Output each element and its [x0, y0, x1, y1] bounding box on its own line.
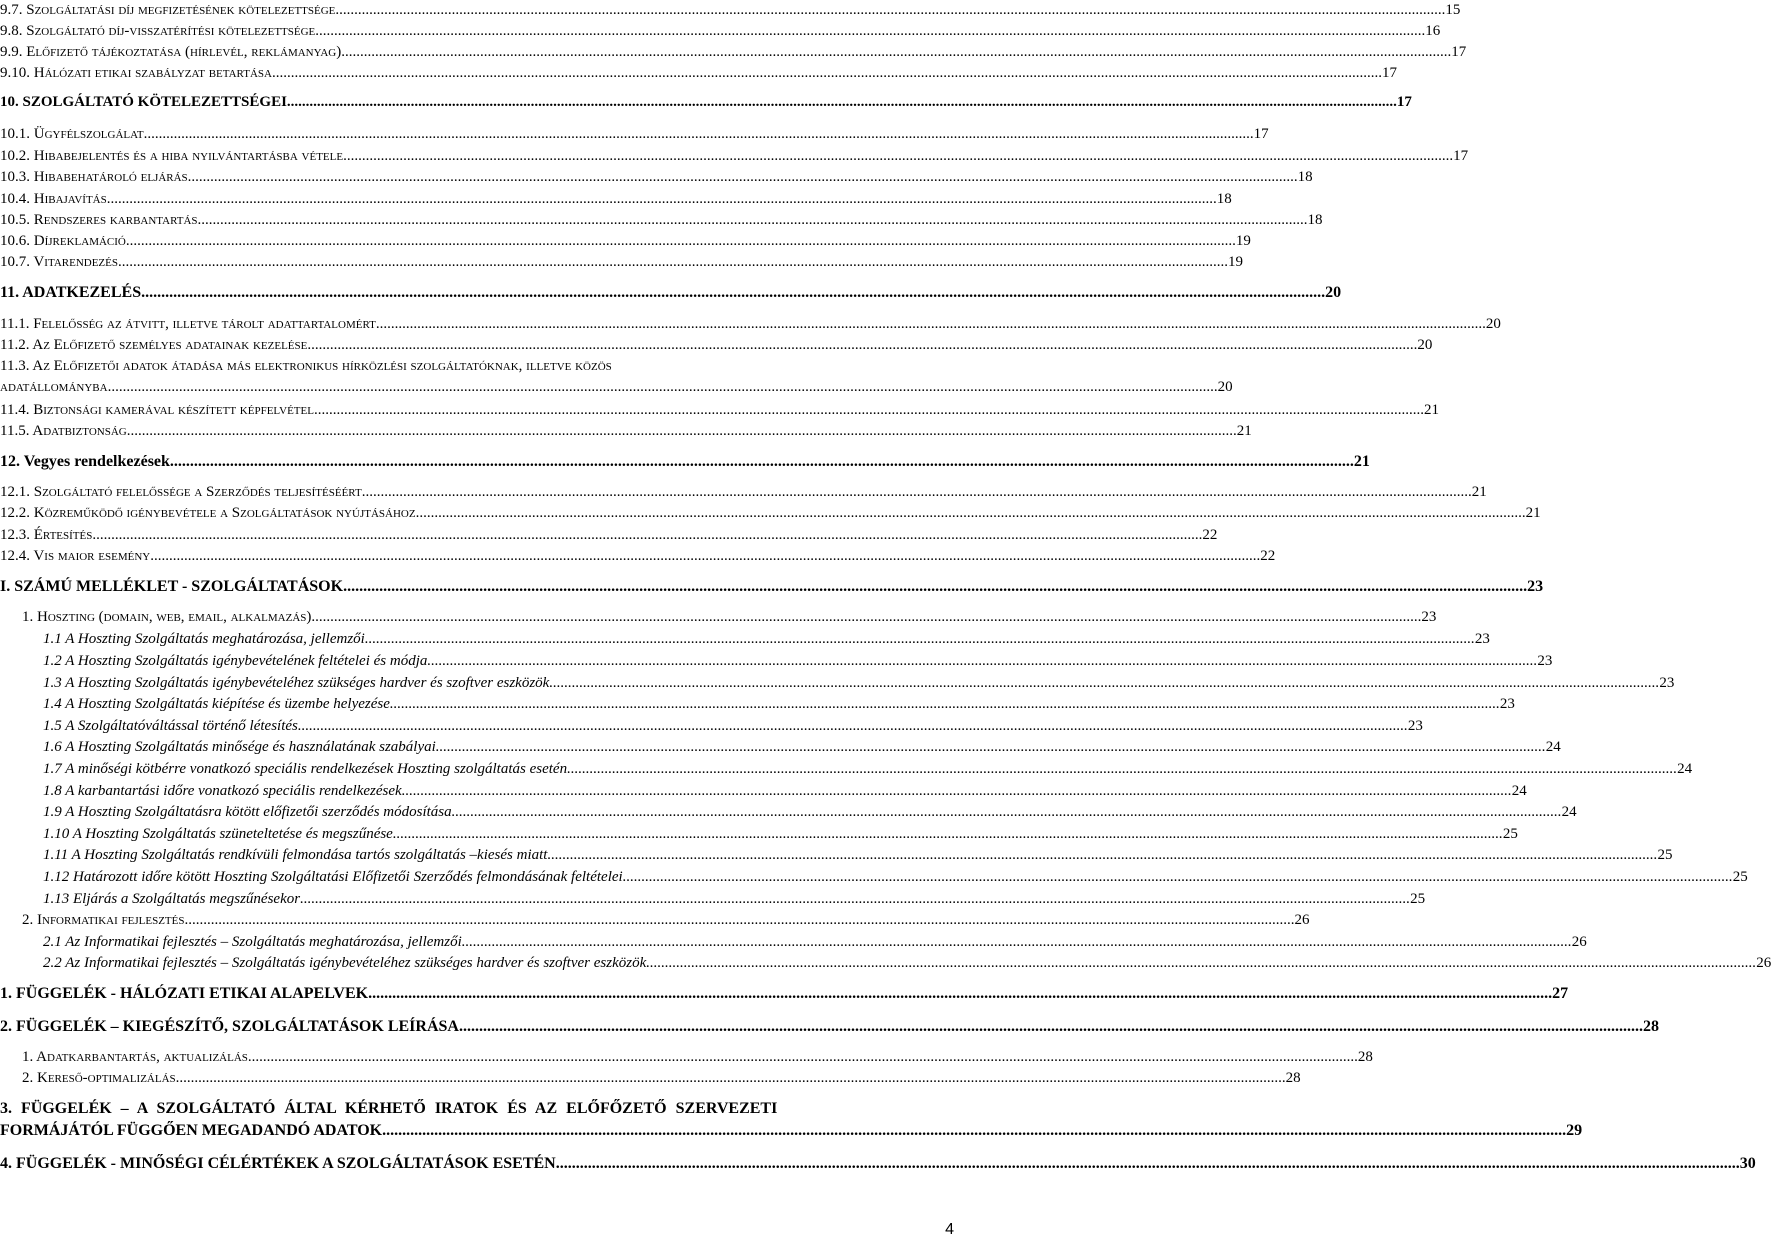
toc-entry[interactable] — [43, 826, 1518, 843]
toc-dot-leader — [341, 44, 1451, 61]
toc-entry[interactable] — [0, 527, 1218, 544]
toc-entry-title: FORMÁJÁTÓL FÜGGŐEN MEGADANDÓ ADATOK — [0, 1122, 383, 1139]
toc-page-number: 18 — [1216, 191, 1232, 207]
toc-entry-title: 1. Adatkarbantartás, aktualizálás — [22, 1049, 248, 1065]
toc-page-number: 23 — [1537, 653, 1553, 669]
toc-entry-first-line[interactable] — [0, 358, 612, 375]
toc-entry[interactable] — [0, 423, 1252, 440]
toc-page-number: 24 — [1677, 761, 1693, 777]
toc-entry-title: 1.9 A Hoszting Szolgáltatásra kötött előfizetői szerződés módosítása — [43, 804, 452, 820]
toc-page-number: 17 — [1453, 148, 1469, 164]
toc-entry-title: 1.11 A Hoszting Szolgáltatás rendkívüli felmondása tartós szolgáltatás –kiesés miatt — [43, 847, 548, 863]
toc-page-number: 25 — [1410, 891, 1426, 907]
toc-page-number: 28 — [1642, 1018, 1659, 1035]
toc-entry-title: 1.5 A Szolgáltatóváltással történő létesítés — [43, 718, 298, 734]
toc-page-number: 17 — [1396, 94, 1412, 110]
toc-dot-leader — [127, 423, 1237, 440]
toc-page-number: 20 — [1217, 379, 1233, 395]
toc-entry-title: 1.4 A Hoszting Szolgáltatás kiépítése és üzembe helyezése — [43, 696, 390, 712]
toc-entry[interactable] — [43, 847, 1673, 864]
toc-entry[interactable] — [0, 254, 1243, 271]
toc-dot-leader — [402, 783, 1512, 800]
toc-page-number: 20 — [1417, 337, 1433, 353]
toc-entry[interactable] — [22, 1049, 1373, 1066]
toc-entry-title: 9.7. Szolgáltatási díj megfizetésének kötelezettsége — [0, 2, 336, 18]
toc-dot-leader — [436, 739, 1546, 756]
toc-page-number: 20 — [1485, 316, 1501, 332]
toc-entry[interactable] — [43, 739, 1561, 756]
toc-entry-title: 10.3. Hibabehatároló eljárás — [0, 169, 188, 185]
toc-dot-leader — [462, 934, 1572, 951]
toc-dot-leader — [248, 1049, 1358, 1066]
toc-entry[interactable] — [0, 233, 1251, 250]
toc-dot-leader — [365, 631, 1475, 648]
toc-dot-leader — [556, 1155, 1740, 1173]
toc-dot-leader — [126, 233, 1236, 250]
toc-entry-title: 9.8. Szolgáltató díj-visszatérítési kötelezettsége — [0, 23, 316, 39]
toc-page-number: 27 — [1552, 985, 1569, 1002]
toc-page-number: 17 — [1451, 44, 1467, 60]
toc-dot-leader — [362, 484, 1472, 501]
toc-page-number: 23 — [1527, 578, 1544, 595]
toc-dot-leader — [549, 675, 1659, 692]
toc-entry[interactable] — [22, 1070, 1301, 1087]
toc-entry[interactable] — [43, 783, 1527, 800]
toc-dot-leader — [272, 65, 1382, 82]
toc-entry[interactable] — [43, 696, 1515, 713]
toc-entry[interactable] — [0, 44, 1467, 61]
toc-entry-title: 1.1 A Hoszting Szolgáltatás meghatározása, jellemzői — [43, 631, 365, 647]
toc-entry-title: adatállományba — [0, 379, 108, 395]
toc-page-number: 21 — [1525, 505, 1541, 521]
toc-entry-title: 11.4. Biztonsági kamerával készített képfelvétel — [0, 402, 314, 418]
toc-page-number: 23 — [1421, 609, 1437, 625]
toc-page-number: 18 — [1297, 169, 1313, 185]
toc-entry[interactable] — [0, 379, 1233, 396]
toc-entry-title: 1.2 A Hoszting Szolgáltatás igénybevételének feltételei és módja — [43, 653, 428, 669]
toc-dot-leader — [427, 653, 1537, 670]
toc-entry-title: 2. Kereső-optimalizálás — [22, 1070, 176, 1086]
toc-entry-title: 10.5. Rendszeres karbantartás — [0, 212, 198, 228]
toc-entry-title: 1.10 A Hoszting Szolgáltatás szüneteltetése és megszűnése — [43, 826, 393, 842]
toc-page-number: 21 — [1423, 402, 1439, 418]
toc-page-number: 25 — [1502, 826, 1518, 842]
toc-entry-title: 1.7 A minőségi kötbérre vonatkozó speciális rendelkezések Hoszting szolgáltatás esetén — [43, 761, 568, 777]
toc-dot-leader — [646, 955, 1756, 972]
toc-page-number: 19 — [1235, 233, 1251, 249]
toc-entry-title: 1.3 A Hoszting Szolgáltatás igénybevételéhez szükséges hardver és szoftver eszközök — [43, 675, 550, 691]
toc-page-number: 22 — [1202, 527, 1218, 543]
toc-page-number: 17 — [1381, 65, 1397, 81]
toc-page-number: 28 — [1357, 1049, 1373, 1065]
toc-entry-title: 12.2. Közreműködő igénybevétele a Szolgáltatások nyújtásához — [0, 505, 416, 521]
toc-entry-title: 2. FÜGGELÉK – KIEGÉSZÍTŐ, SZOLGÁLTATÁSOK LEÍRÁSA — [0, 1018, 459, 1035]
toc-entry[interactable] — [0, 985, 1569, 1003]
toc-entry-title: 10.1. Ügyfélszolgálat — [0, 126, 144, 142]
toc-page-number: 24 — [1545, 739, 1561, 755]
toc-entry-title: 2. Informatikai fejlesztés — [22, 912, 185, 928]
toc-page-number: 17 — [1253, 126, 1269, 142]
toc-dot-leader — [144, 126, 1254, 143]
toc-entry[interactable] — [0, 65, 1397, 82]
toc-entry[interactable] — [0, 1018, 1659, 1036]
toc-entry-title: 12.1. Szolgáltató felelőssége a Szerződés teljesítéséért — [0, 484, 362, 500]
toc-page-number: 26 — [1571, 934, 1587, 950]
page-number: 4 — [945, 1221, 954, 1238]
toc-page-number: 29 — [1566, 1122, 1583, 1139]
toc-entry[interactable] — [43, 718, 1423, 735]
toc-page-number: 20 — [1325, 284, 1342, 301]
toc-dot-leader — [376, 316, 1486, 333]
toc-entry[interactable] — [0, 23, 1441, 40]
toc-page-number: 16 — [1425, 23, 1441, 39]
toc-entry[interactable] — [0, 212, 1323, 229]
toc-page-number: 28 — [1285, 1070, 1301, 1086]
toc-entry-title: 3. FÜGGELÉK – A SZOLGÁLTATÓ ÁLTAL KÉRHETŐ IRATOK ÉS AZ ELŐFŐZETŐ SZERVEZETI — [0, 1100, 778, 1117]
toc-dot-leader — [416, 505, 1526, 522]
toc-entry[interactable] — [22, 609, 1437, 626]
toc-dot-leader — [343, 148, 1453, 165]
toc-entry[interactable] — [0, 578, 1544, 596]
toc-dot-leader — [118, 254, 1228, 271]
toc-page-number: 19 — [1227, 254, 1243, 270]
toc-entry[interactable] — [43, 955, 1771, 972]
toc-dot-leader — [150, 548, 1260, 565]
toc-page-number: 18 — [1307, 212, 1323, 228]
toc-dot-leader — [300, 891, 1410, 908]
toc-entry-title: 1.8 A karbantartási időre vonatkozó speciális rendelkezések — [43, 783, 402, 799]
toc-dot-leader — [108, 379, 1218, 396]
toc-entry[interactable] — [43, 869, 1748, 886]
toc-page-number: 23 — [1659, 675, 1675, 691]
toc-entry-title: 12. Vegyes rendelkezések — [0, 453, 170, 470]
toc-dot-leader — [307, 337, 1417, 354]
toc-dot-leader — [298, 718, 1408, 735]
toc-entry-title: 11.3. Az Előfizetői adatok átadása más elektronikus hírközlési szolgáltatóknak, illetve közös — [0, 358, 612, 374]
toc-entry[interactable] — [0, 126, 1269, 143]
toc-page-number: 23 — [1474, 631, 1490, 647]
toc-page-number: 30 — [1739, 1155, 1756, 1172]
toc-entry-title: 2.1 Az Informatikai fejlesztés – Szolgáltatás meghatározása, jellemzői — [43, 934, 462, 950]
toc-entry-title: 11. ADATKEZELÉS — [0, 284, 142, 301]
toc-entry[interactable] — [0, 2, 1461, 19]
toc-entry-title: I. SZÁMÚ MELLÉKLET - SZOLGÁLTATÁSOK — [0, 578, 344, 595]
toc-entry-title: 1. FÜGGELÉK - HÁLÓZATI ETIKAI ALAPELVEK — [0, 985, 369, 1002]
toc-entry-title: 1.13 Eljárás a Szolgáltatás megszűnésekor — [43, 891, 301, 907]
toc-dot-leader — [335, 2, 1445, 19]
toc-entry-title: 9.10. Hálózati etikai szabályzat betartása — [0, 65, 272, 81]
toc-entry[interactable] — [0, 402, 1439, 419]
toc-entry[interactable] — [0, 453, 1370, 471]
toc-entry-title: 10.6. Díjreklamáció — [0, 233, 126, 249]
toc-entry[interactable] — [0, 94, 1412, 111]
toc-entry-title: 1.12 Határozott időre kötött Hoszting Szolgáltatási Előfizetői Szerződés felmondásának feltételei — [43, 869, 623, 885]
toc-dot-leader — [452, 804, 1562, 821]
toc-dot-leader — [393, 826, 1503, 843]
toc-entry[interactable] — [43, 631, 1490, 648]
toc-entry[interactable] — [22, 912, 1310, 929]
toc-entry-title: 12.3. Értesítés — [0, 527, 93, 543]
toc-dot-leader — [547, 847, 1657, 864]
toc-entry-title: 10.7. Vitarendezés — [0, 254, 118, 270]
toc-entry-title: 11.2. Az Előfizető személyes adatainak kezelése — [0, 337, 308, 353]
toc-entry[interactable] — [43, 761, 1693, 778]
toc-page-number: 15 — [1445, 2, 1461, 18]
toc-dot-leader — [141, 284, 1325, 302]
toc-page-number: 21 — [1236, 423, 1252, 439]
toc-entry[interactable] — [43, 675, 1675, 692]
toc-entry[interactable] — [0, 191, 1232, 208]
toc-entry-first-line[interactable] — [0, 1100, 952, 1118]
toc-dot-leader — [176, 1070, 1286, 1087]
toc-entry[interactable] — [0, 505, 1541, 522]
toc-page-number: 26 — [1294, 912, 1310, 928]
toc-entry[interactable] — [43, 653, 1553, 670]
toc-dot-leader — [170, 453, 1354, 471]
toc-dot-leader — [92, 527, 1202, 544]
toc-dot-leader — [567, 761, 1677, 778]
toc-entry[interactable] — [0, 148, 1469, 165]
toc-dot-leader — [314, 402, 1424, 419]
toc-entry[interactable] — [0, 548, 1276, 565]
toc-entry-title: 2.2 Az Informatikai fejlesztés – Szolgáltatás igénybevételéhez szükséges hardver és szoftver eszközök — [43, 955, 647, 971]
toc-dot-leader — [107, 191, 1217, 208]
toc-dot-leader — [287, 94, 1397, 111]
toc-dot-leader — [623, 869, 1733, 886]
toc-entry[interactable] — [43, 934, 1587, 951]
toc-entry-title: 10.4. Hibajavítás — [0, 191, 107, 207]
toc-page-number: 21 — [1353, 453, 1370, 470]
toc-dot-leader — [390, 696, 1500, 713]
toc-entry-title: 10.2. Hibabejelentés és a hiba nyilvántartásba vétele — [0, 148, 344, 164]
toc-entry-title: 1.6 A Hoszting Szolgáltatás minősége és használatának szabályai — [43, 739, 436, 755]
toc-page-number: 22 — [1260, 548, 1276, 564]
toc-entry-title: 10. SZOLGÁLTATÓ KÖTELEZETTSÉGEI — [0, 94, 287, 110]
toc-dot-leader — [184, 912, 1294, 929]
toc-entry[interactable] — [0, 1155, 1756, 1173]
toc-entry-title: 1. Hoszting (domain, web, email, alkalmazás) — [22, 609, 312, 625]
toc-page-number: 25 — [1732, 869, 1748, 885]
toc-entry[interactable] — [0, 284, 1342, 302]
toc-entry-title: 11.1. Felelősség az átvitt, illetve tárolt adattartalomért — [0, 316, 376, 332]
toc-page-number: 24 — [1561, 804, 1577, 820]
toc-entry[interactable] — [0, 316, 1501, 333]
toc-entry[interactable] — [0, 169, 1313, 186]
toc-page-number: 26 — [1756, 955, 1771, 971]
toc-page-number: 24 — [1511, 783, 1527, 799]
toc-dot-leader — [368, 985, 1552, 1003]
toc-page-number: 23 — [1407, 718, 1423, 734]
toc-entry[interactable] — [43, 891, 1426, 908]
toc-entry-title: 12.4. Vis maior esemény — [0, 548, 151, 564]
toc-page-number: 25 — [1657, 847, 1673, 863]
toc-dot-leader — [315, 23, 1425, 40]
toc-page-number: 23 — [1499, 696, 1515, 712]
toc-entry-title: 11.5. Adatbiztonság — [0, 423, 127, 439]
toc-entry[interactable] — [0, 337, 1433, 354]
toc-entry-title: 4. FÜGGELÉK - MINŐSÉGI CÉLÉRTÉKEK A SZOLGÁLTATÁSOK ESETÉN — [0, 1155, 556, 1172]
toc-dot-leader — [382, 1122, 1566, 1140]
toc-entry[interactable] — [43, 804, 1577, 821]
toc-dot-leader — [343, 578, 1527, 596]
toc-entry[interactable] — [0, 484, 1487, 501]
toc-dot-leader — [311, 609, 1421, 626]
toc-dot-leader — [198, 212, 1308, 229]
toc-dot-leader — [459, 1018, 1643, 1036]
toc-entry[interactable] — [0, 1122, 1583, 1140]
toc-page-number: 21 — [1471, 484, 1487, 500]
toc-entry-title: 9.9. Előfizető tájékoztatása (hírlevél, reklámanyag) — [0, 44, 342, 60]
toc-dot-leader — [188, 169, 1298, 186]
